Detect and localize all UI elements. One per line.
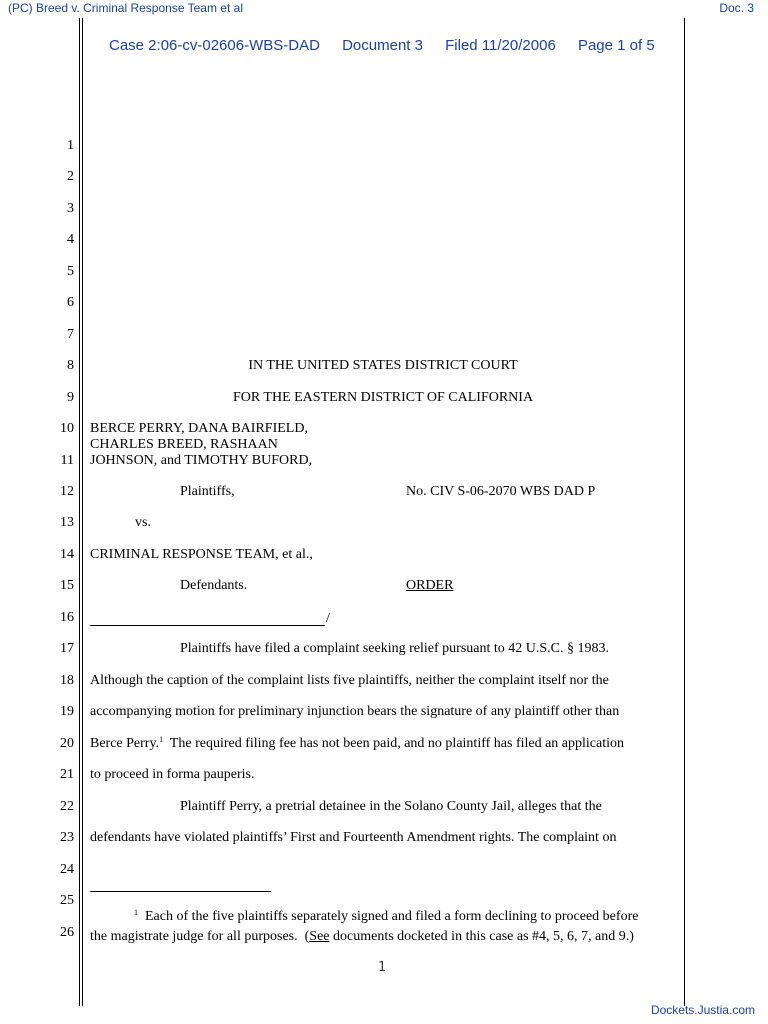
line-number: 25 (60, 893, 74, 908)
defendants-label: Defendants. (180, 578, 248, 593)
body-line: to proceed in forma pauperis. (90, 767, 255, 782)
defendant-name: CRIMINAL RESPONSE TEAM, et al., (90, 547, 313, 562)
left-margin-rule-inner (82, 18, 83, 1006)
footnote-text: the magistrate judge for all purposes. ( (90, 929, 310, 944)
doc-number-link[interactable]: Doc. 3 (719, 1, 754, 15)
left-margin-rule (79, 18, 80, 1006)
body-line: defendants have violated plaintiffs’ First and Fourteenth Amendment rights. The complaint on (90, 830, 617, 845)
filing-header (109, 37, 673, 54)
filed-date-header: Filed 11/20/2006 (445, 37, 556, 54)
line-number: 6 (67, 295, 74, 310)
footnote-text: documents docketed in this case as #4, 5, 6, 7, and 9.) (329, 929, 634, 944)
line-number: 14 (60, 547, 74, 562)
body-line: Although the caption of the complaint lists five plaintiffs, neither the complaint itself nor the (90, 673, 609, 688)
line-number: 10 (60, 421, 74, 436)
body-line (90, 736, 624, 752)
caption-slash: / (326, 611, 330, 626)
footnote-line (134, 909, 638, 925)
caption-underline (90, 625, 325, 626)
line-number: 20 (60, 736, 74, 751)
footnote-reference: 1 (159, 735, 164, 744)
body-text: Berce Perry. (90, 736, 160, 751)
plaintiff-names-line: BERCE PERRY, DANA BAIRFIELD, (90, 421, 308, 436)
line-number: 19 (60, 704, 74, 719)
page-count-header: Page 1 of 5 (577, 37, 655, 54)
footnote-separator (90, 891, 271, 892)
case-title-link[interactable]: (PC) Breed v. Criminal Response Team et al (8, 1, 243, 15)
order-title: ORDER (406, 578, 454, 593)
line-number: 5 (67, 264, 74, 279)
line-number: 7 (67, 327, 74, 342)
body-line: Plaintiff Perry, a pretrial detainee in the Solano County Jail, alleges that the (180, 799, 602, 814)
line-number: 21 (60, 767, 74, 782)
court-name: IN THE UNITED STATES DISTRICT COURT (248, 358, 518, 373)
line-number: 16 (60, 610, 74, 625)
document-number-header: Document 3 (342, 37, 423, 54)
line-number: 26 (60, 925, 74, 940)
line-number: 11 (60, 453, 74, 468)
case-number-header: Case 2:06-cv-02606-WBS-DAD (109, 37, 320, 54)
line-number: 2 (67, 169, 74, 184)
justia-link[interactable]: Dockets.Justia.com (650, 1003, 755, 1017)
line-number: 24 (60, 862, 74, 877)
line-number: 17 (60, 641, 74, 656)
line-number: 22 (60, 799, 74, 814)
line-number: 4 (67, 232, 74, 247)
footnote-line (90, 929, 634, 945)
body-text: The required filing fee has not been paid, and no plaintiff has filed an application (163, 736, 625, 751)
versus-label: vs. (135, 515, 151, 530)
body-line: accompanying motion for preliminary injunction bears the signature of any plaintiff other than (90, 704, 620, 719)
body-line: Plaintiffs have filed a complaint seeking relief pursuant to 42 U.S.C. § 1983. (180, 641, 609, 656)
plaintiff-names-line: JOHNSON, and TIMOTHY BUFORD, (90, 453, 313, 468)
line-number: 8 (67, 358, 74, 373)
footnote-see: See (309, 929, 330, 944)
plaintiff-names-line: CHARLES BREED, RASHAAN (90, 437, 278, 452)
footnote-marker: 1 (134, 908, 138, 917)
line-number: 9 (67, 390, 74, 405)
line-number: 12 (60, 484, 74, 499)
right-margin-rule (684, 18, 685, 1006)
line-number: 23 (60, 830, 74, 845)
civil-case-number: No. CIV S-06-2070 WBS DAD P (406, 484, 596, 499)
line-number: 13 (60, 515, 74, 530)
footnote-text: Each of the five plaintiffs separately signed and filed a form declining to proceed before (145, 909, 639, 924)
court-district: FOR THE EASTERN DISTRICT OF CALIFORNIA (232, 390, 534, 405)
line-number: 1 (67, 138, 74, 153)
plaintiffs-label: Plaintiffs, (180, 484, 235, 499)
line-number: 18 (60, 673, 74, 688)
page-number: 1 (378, 960, 386, 975)
line-number: 15 (60, 578, 74, 593)
line-number: 3 (67, 201, 74, 216)
